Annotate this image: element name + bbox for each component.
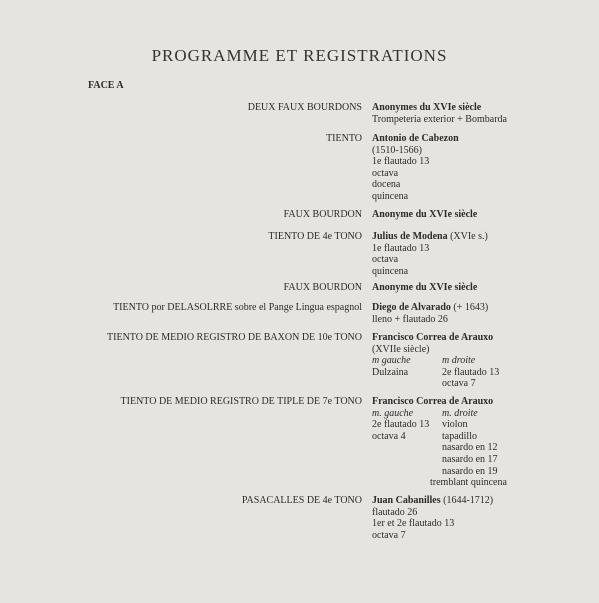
left-hand-column [372,355,411,378]
piece-title: TIENTO por DELASOLRRE sobre el Pange Lingua espagnol [113,302,362,313]
face-heading: FACE A [88,80,124,91]
registration-line: quincena [372,190,409,202]
right-hand-heading: m droite [442,355,476,367]
composer-name [372,209,477,221]
registration-block [372,332,500,390]
composer-dates: (1644-1712) [440,495,494,506]
composer-text: Julius de Modena [372,231,448,242]
composer-text: Anonymes du XVIe siècle [372,102,482,113]
piece-title: TIENTO DE MEDIO REGISTRO DE BAXON DE 10e TONO [107,332,362,343]
registration-line: violon [442,419,468,431]
registration-block [372,396,507,489]
registration-line: flautado 26 [372,506,418,518]
registration-line: Dulzaina [372,366,409,378]
registration-line: octava [372,167,399,179]
registration-line: quincena [372,265,409,277]
right-hand-column [442,355,499,390]
left-hand-heading: m gauche [372,355,411,367]
piece-title: FAUX BOURDON [283,282,362,293]
composer-text: Francisco Correa de Arauxo [372,396,494,407]
registration-line: nasardo en 19 [442,465,498,477]
registration-line: 2e flautado 13 [442,366,500,378]
registration-line: tremblant quincena [430,477,507,489]
registration-line: docena [372,179,401,191]
registration-block [372,282,477,294]
composer-text: Francisco Correa de Arauxo [372,332,494,343]
registration-line: lleno + flautado 26 [372,313,448,325]
registration-block [372,133,459,203]
piece-title: DEUX FAUX BOURDONS [247,102,362,113]
piece-title: PASACALLES DE 4e TONO [241,495,362,506]
registration-line: 1e flautado 13 [372,242,430,254]
composer-name [372,302,488,314]
composer-text: Anonyme du XVIe siècle [372,209,478,220]
registration-line: octava [372,254,399,266]
registration-columns [372,355,500,390]
registration-line: 1er et 2e flautado 13 [372,518,455,530]
registration-line: octava 7 [372,529,406,541]
registration-line: (1510-1566) [372,144,422,156]
composer-text: Juan Cabanilles [372,495,441,506]
registration-line: Trompeteria exterior + Bombarda [372,113,507,125]
registration-line: nasardo en 17 [442,453,498,465]
registration-line: octava 4 [372,430,406,442]
composer-name [372,282,477,294]
piece-title: FAUX BOURDON [283,209,362,220]
registration-block [372,209,477,221]
composer-name [372,495,493,507]
registration-line: nasardo en 12 [442,442,498,454]
registration-line: 2e flautado 13 [372,419,430,431]
registration-columns [372,408,507,478]
registration-block [372,102,507,125]
composer-dates: (+ 1643) [450,302,489,313]
composer-dates: (XVIe s.) [447,231,488,242]
left-hand-heading: m. gauche [372,407,414,419]
registration-line: octava 7 [442,378,476,390]
composer-name [372,231,488,243]
registration-block [372,302,488,325]
registration-line: 1e flautado 13 [372,156,430,168]
registration-block [372,231,488,277]
composer-text: Anonyme du XVIe siècle [372,282,478,293]
registration-line: (XVIIe siècle) [372,343,430,355]
composer-text: Diego de Alvarado [372,302,451,313]
left-hand-column [372,408,429,443]
piece-title: TIENTO DE 4e TONO [268,231,362,242]
composer-text: Antonio de Cabezon [372,133,459,144]
page-title: PROGRAMME ET REGISTRATIONS [151,46,448,65]
composer-name [372,396,507,408]
right-hand-heading: m. droite [442,407,478,419]
registration-line: tapadillo [442,430,477,442]
composer-name [372,332,493,344]
right-hand-column [442,408,498,478]
composer-name [372,102,507,114]
registration-block [372,495,493,541]
composer-name [372,133,459,145]
piece-title: TIENTO DE MEDIO REGISTRO DE TIPLE DE 7e TONO [120,396,362,407]
piece-title: TIENTO [326,133,362,144]
